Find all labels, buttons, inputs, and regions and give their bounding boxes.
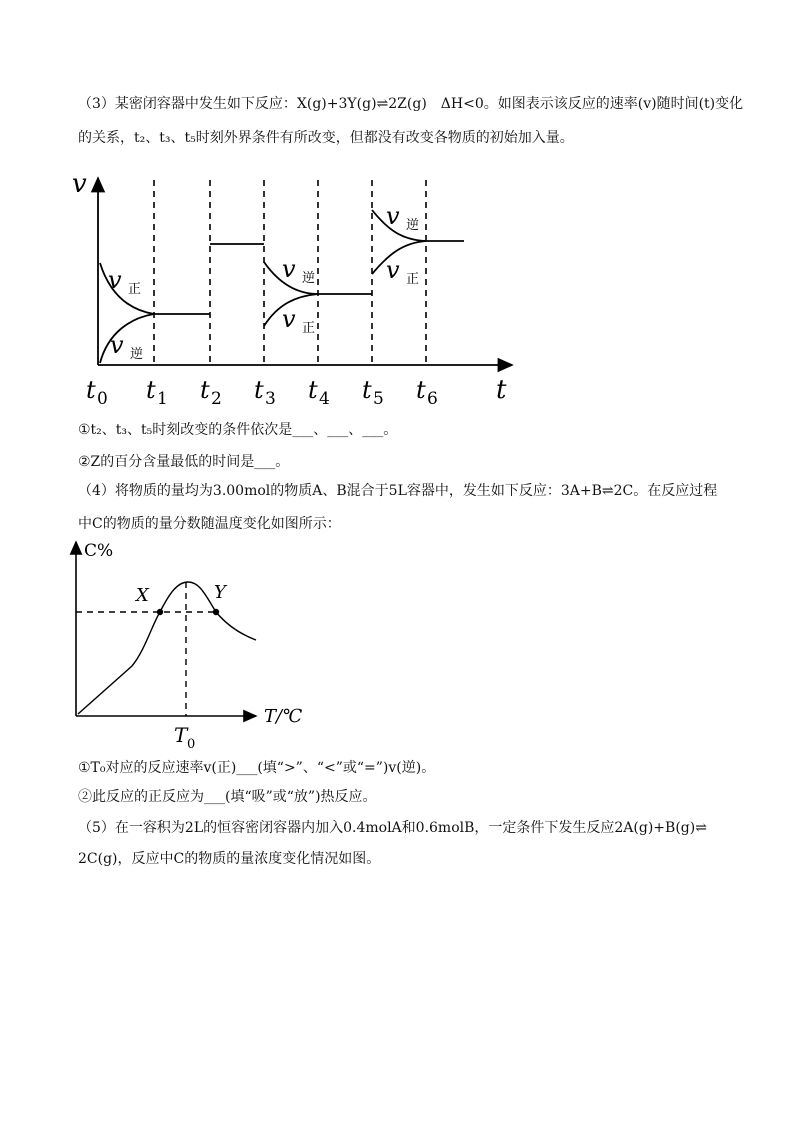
svg-text:0: 0 — [187, 737, 196, 752]
x-axis-label: T/℃ — [264, 706, 303, 727]
rate-time-figure — [60, 165, 520, 410]
svg-text:t: t — [254, 376, 264, 404]
q3-text-line1: （3）某密闭容器中发生如下反应：X(g)+3Y(g)⇌2Z(g) ΔH<0。如图表示该反应的速率(v)随时间(t)变化 — [78, 96, 744, 112]
svg-text:t: t — [200, 376, 210, 404]
svg-text:5: 5 — [373, 389, 384, 409]
svg-text:2: 2 — [211, 389, 222, 409]
svg-text:t: t — [362, 376, 372, 404]
c-percent-temperature-figure — [60, 532, 320, 752]
point-y-label: Y — [214, 582, 226, 603]
time-tick-labels — [86, 376, 438, 409]
svg-text:正: 正 — [302, 321, 316, 336]
v-zheng-label-2: v — [282, 305, 296, 333]
svg-text:1: 1 — [157, 389, 168, 409]
point-y-marker — [213, 609, 219, 615]
t0-label: T — [174, 723, 188, 747]
svg-text:t: t — [86, 376, 96, 404]
y-axis-label: v — [72, 169, 87, 199]
svg-text:t: t — [416, 376, 426, 404]
q5-text-line2: 2C(g)，反应中C的物质的量浓度变化情况如图。 — [78, 851, 381, 867]
q4-text-line2: 中C的物质的量分数随温度变化如图所示： — [78, 516, 341, 532]
q4-subquestion-2: ②此反应的正反应为___(填“吸”或“放”)热反应。 — [78, 789, 377, 805]
c-percent-curve — [78, 582, 256, 714]
svg-text:t: t — [308, 376, 318, 404]
v-zheng-label-3: v — [386, 256, 400, 284]
svg-text:t: t — [146, 376, 156, 404]
q4-text-line1: （4）将物质的量均为3.00mol的物质A、B混合于5L容器中，发生如下反应：3A+B⇌2C。在反应过程 — [78, 483, 718, 499]
q5-text-line1: （5）在一容积为2L的恒容密闭容器内加入0.4molA和0.6molB，一定条件下发生反应2A(g)+B(g)⇌ — [78, 820, 707, 836]
v-ni-label-2: v — [282, 255, 296, 283]
svg-text:正: 正 — [128, 282, 142, 297]
y-axis-label: C% — [84, 541, 114, 561]
q3-subquestion-1: ①t₂、t₃、t₅时刻改变的条件依次是___、___、___。 — [78, 422, 398, 438]
svg-text:4: 4 — [319, 389, 330, 409]
q3-text-line2: 的关系，t₂、t₃、t₅时刻外界条件有所改变，但都没有改变各物质的初始加入量。 — [78, 130, 574, 146]
q3-subquestion-2: ②Z的百分含量最低的时间是___。 — [78, 454, 290, 470]
svg-text:0: 0 — [97, 389, 108, 409]
point-x-label: X — [136, 585, 149, 606]
svg-text:逆: 逆 — [130, 347, 144, 362]
v-zheng-label-1: v — [108, 266, 122, 294]
v-ni-label-1: v — [110, 331, 124, 359]
point-x-marker — [157, 609, 163, 615]
x-axis-label: t — [496, 375, 507, 405]
svg-text:6: 6 — [427, 389, 438, 409]
svg-text:逆: 逆 — [302, 271, 316, 286]
q4-subquestion-1: ①T₀对应的反应速率v(正)___(填“>”、“<”或“=”)v(逆)。 — [78, 760, 436, 776]
svg-text:正: 正 — [406, 272, 420, 287]
v-ni-label-3: v — [386, 202, 400, 230]
svg-text:3: 3 — [265, 389, 276, 409]
svg-text:逆: 逆 — [406, 218, 420, 233]
